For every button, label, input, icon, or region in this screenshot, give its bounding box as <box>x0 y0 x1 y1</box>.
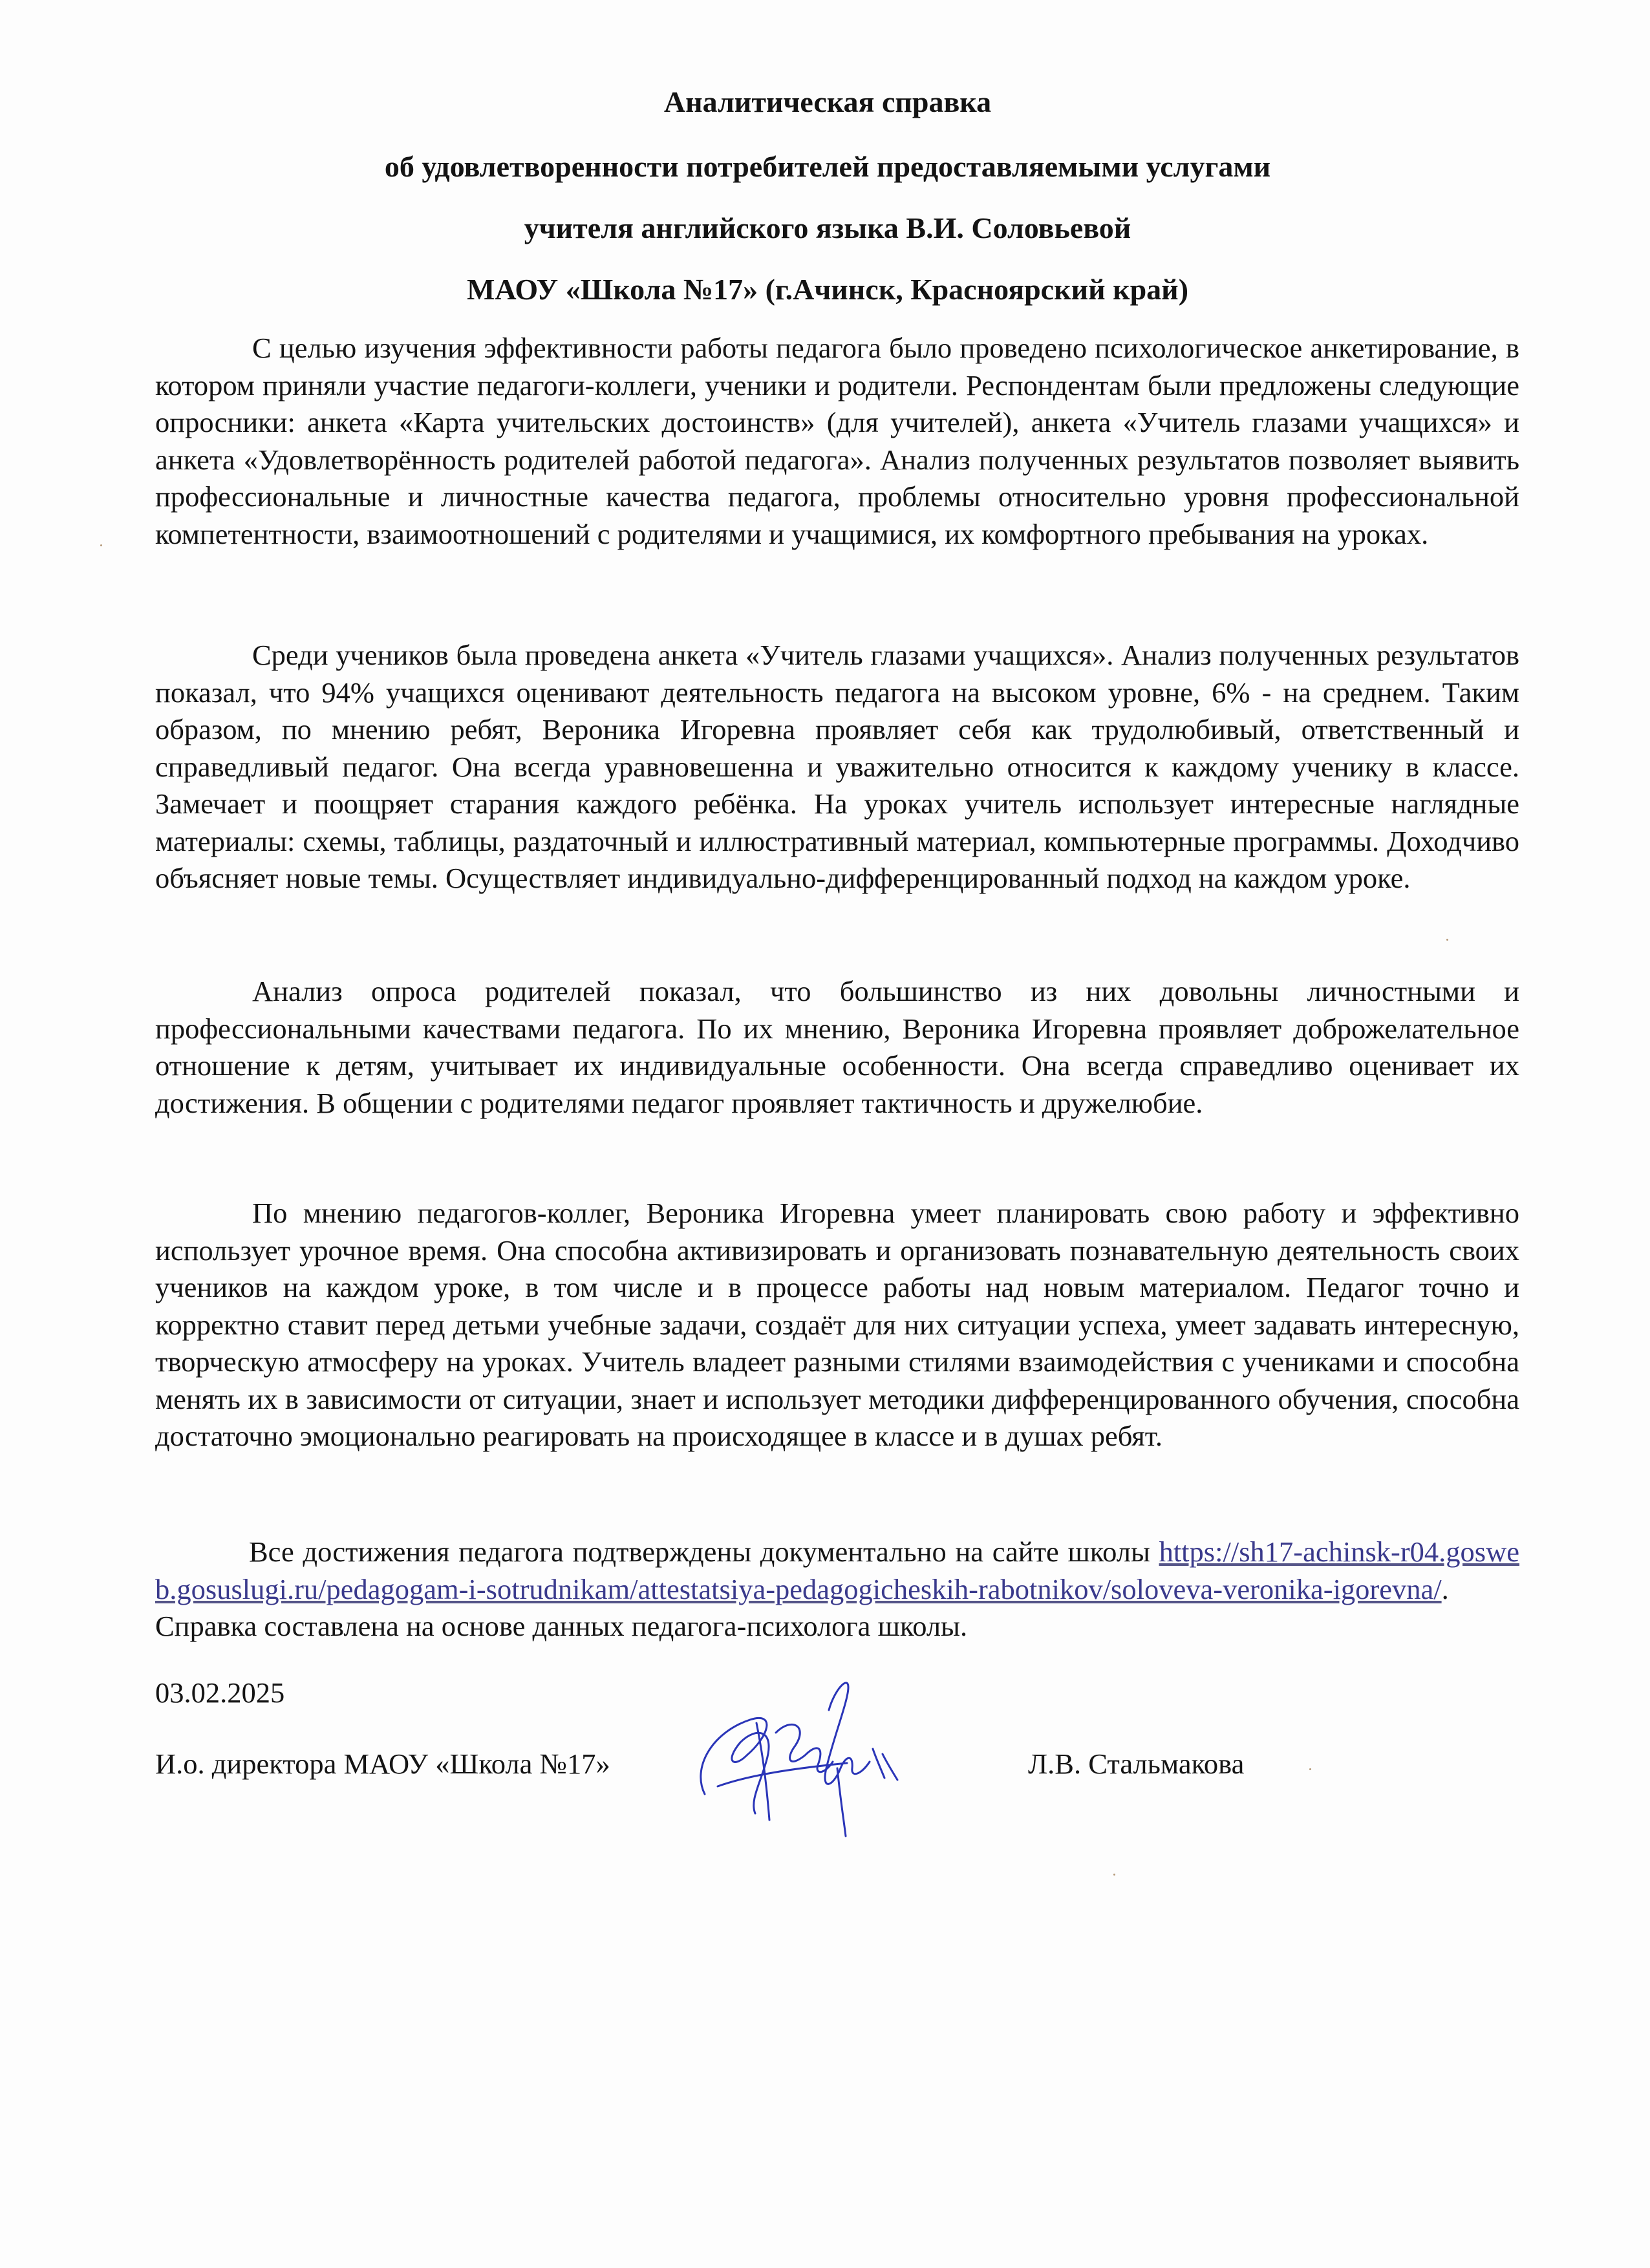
teacher-line: учителя английского языка В.И. Соловьевой <box>524 211 1131 244</box>
handwritten-signature <box>679 1671 905 1846</box>
document-date: 03.02.2025 <box>155 1676 285 1709</box>
scan-speck <box>1446 939 1448 941</box>
scan-speck <box>100 544 102 546</box>
school-line: МАОУ «Школа №17» (г.Ачинск, Красноярский край) <box>466 273 1189 306</box>
paragraph-achievements <box>155 1534 1519 1645</box>
paragraph-parents: Анализ опроса родителей показал, что большинство из них довольны личностными и профессиональными качествами педагога. По их мнению, Вероника Игоревна проявляет доброжелательное отношение к детям, учитывает их индивидуальные особенности. Она всегда справедливо оценивает их достижения. В общении с родителями педагог проявляет тактичность и дружелюбие. <box>155 975 1519 1119</box>
scan-speck <box>1113 1874 1115 1876</box>
paragraph-students: Среди учеников была проведена анкета «Учитель глазами учащихся». Анализ полученных результатов показал, что 94% учащихся оценивают деятельность педагога на высоком уровне, 6% - на среднем. Таким образом, по мнению ребят, Вероника Игоревна проявляет себя как трудолюбивый, ответственный и справедливый педагог. Она всегда уравновешенна и уважительно относится к каждому ученику в классе. Замечает и поощряет старания каждого ребёнка. На уроках учитель использует интересные наглядные материалы: схемы, таблицы, раздаточный и иллюстративный материал, компьютерные программы. Доходчиво объясняет новые темы. Осуществляет индивидуально-дифференцированный подход на каждом уроке. <box>155 639 1519 894</box>
achievements-text: Все достижения педагога подтверждены документально на сайте школы <box>249 1535 1159 1568</box>
document-subtitle: об удовлетворенности потребителей предоставляемыми услугами <box>384 150 1271 183</box>
signer-title: И.о. директора МАОУ «Школа №17» <box>155 1748 610 1780</box>
paragraph-intro: С целью изучения эффективности работы педагога было проведено психологическое анкетирование, в котором приняли участие педагоги-коллеги, ученики и родители. Респондентам были предложены следующие опросники: анкета «Карта учительских достоинств» (для учителей), анкета «Учитель глазами учащихся» и анкета «Удовлетворённость родителей работой педагога». Анализ полученных результатов позволяет выявить профессиональные и личностные качества педагога, проблемы относительно уровня профессиональной компетентности, взаимоотношений с родителями и учащимися, их комфортного пребывания на уроках. <box>155 332 1519 550</box>
school-site-link[interactable]: https://sh17-achinsk-r04.gosweb.gosuslugi.ru/pedagogam-i-sotrudnikam/attestatsiya-pedagogicheskih-rabotnikov/soloveva-veronika-igorevna/ <box>155 1535 1519 1605</box>
scan-speck <box>1309 1768 1311 1770</box>
paragraph-colleagues: По мнению педагогов-коллег, Вероника Игоревна умеет планировать свою работу и эффективно использует урочное время. Она способна активизировать и организовать познавательную деятельность своих учеников на каждом уроке, в том числе и в процессе работы над новым материалом. Педагог точно и корректно ставит перед детьми учебные задачи, создаёт для них ситуации успеха, умеет задавать интересную, творческую атмосферу на уроках. Учитель владеет разными стилями взаимодействия с учениками и способна менять их в зависимости от ситуации, знает и использует методики дифференцированного обучения, способна достаточно эмоционально реагировать на происходящее в классе и в душах ребят. <box>155 1197 1519 1452</box>
achievements-text-end: . Справка составлена на основе данных педагога-психолога школы. <box>155 1572 1449 1642</box>
signer-name: Л.В. Стальмакова <box>1028 1748 1245 1780</box>
document-title: Аналитическая справка <box>663 85 992 118</box>
